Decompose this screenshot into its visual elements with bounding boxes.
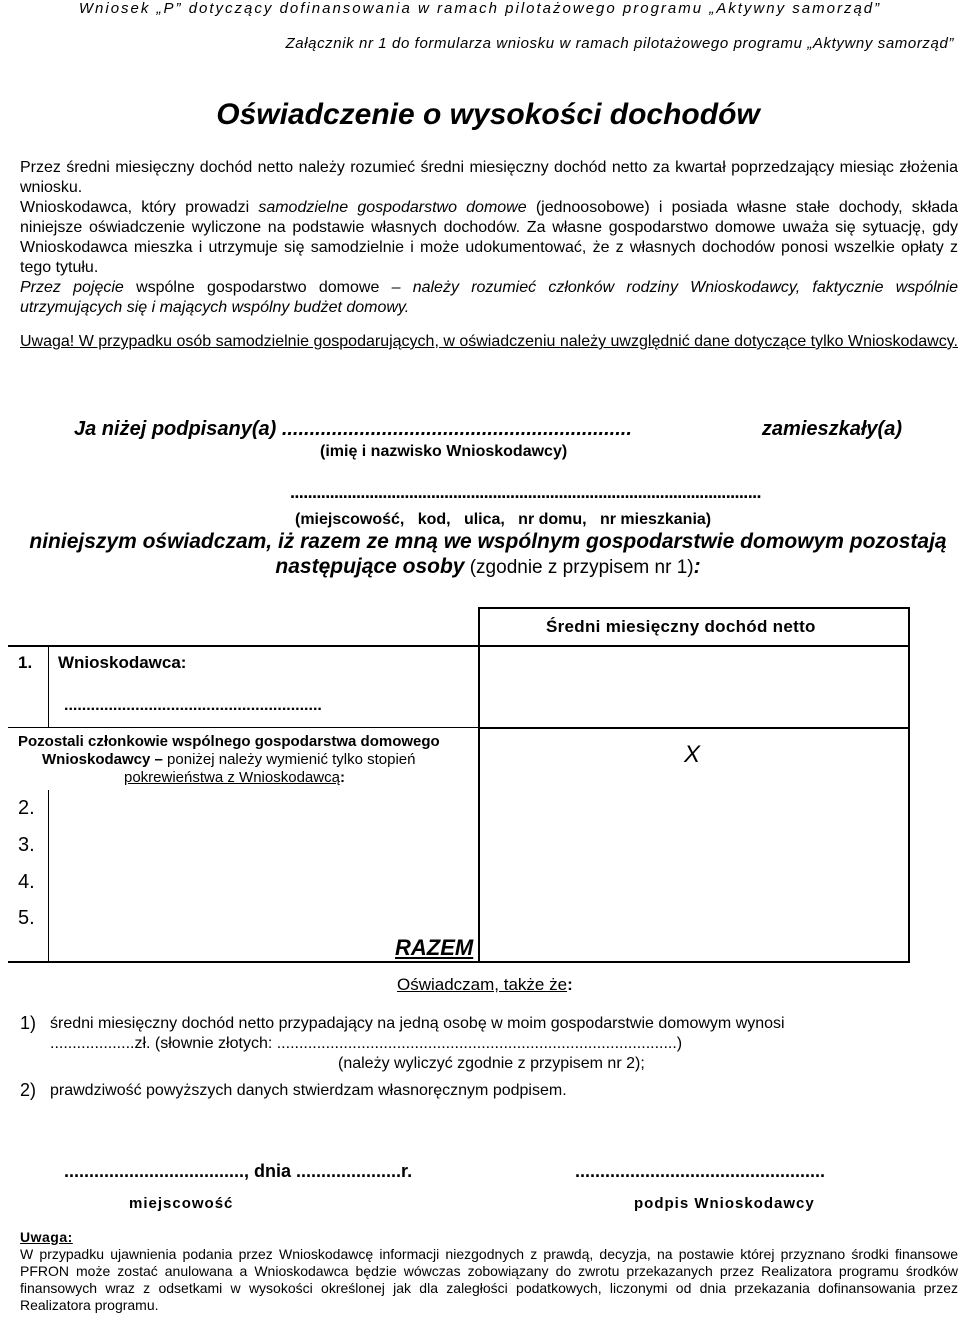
row-5-number: 5. (18, 907, 35, 929)
form-header: Wniosek „P” dotyczący dofinansowania w ramach pilotażowego programu „Aktywny samorząd” (78, 0, 882, 17)
attachment-header: Załącznik nr 1 do formularza wniosku w ramach pilotażowego programu „Aktywny samorząd” (285, 35, 954, 52)
others-kinship-note: pokrewieństwa z Wnioskodawcą: (124, 769, 345, 786)
table-header-border (8, 645, 910, 647)
signature-caption: podpis Wnioskodawcy (634, 1195, 815, 1212)
statement-1-amount: ...................zł. (słownie złotych: ..........................................................................................) (50, 1035, 683, 1052)
address-caption: (miejscowość, kod, ulica, nr domu, nr mieszkania) (295, 511, 712, 528)
row-1-number: 1. (18, 653, 33, 672)
others-heading: Pozostali członkowie wspólnego gospodarstwa domowego (18, 733, 440, 750)
statement-1-number: 1) (20, 1013, 37, 1033)
row-2-number: 2. (18, 797, 35, 819)
not-applicable-mark: X (684, 741, 701, 768)
statement-1-note: (należy wyliczyć zgodnie z przypisem nr 2); (338, 1055, 645, 1072)
row1-divider (8, 727, 478, 728)
place-date-line: ...................................., dnia .....................r. (64, 1161, 413, 1181)
page-title: Oświadczenie o wysokości dochodów (216, 98, 760, 131)
table-top-border (478, 607, 910, 609)
intro-note: Uwaga! W przypadku osób samodzielnie gospodarujących, w oświadczeniu należy uwzględnić dane dotyczące tylko Wnioskodawcy. (20, 333, 958, 350)
rows-num-divider (48, 790, 49, 962)
total-label: RAZEM (395, 935, 474, 960)
table-bottom-border (8, 961, 910, 963)
row1-divider-right (478, 727, 910, 729)
place-caption: miejscowość (129, 1195, 234, 1212)
statement-1-text: średni miesięczny dochód netto przypadający na jedną osobę w moim gospodarstwie domowym wynosi (50, 1015, 785, 1032)
declarant-name-line: Ja niżej podpisany(a) ............................................................... (74, 418, 632, 440)
address-line: ........................................................................................................... (290, 482, 761, 502)
footer-heading: Uwaga: (20, 1229, 73, 1245)
resident-label: zamieszkały(a) (761, 418, 902, 440)
row-1-name-field: .......................................................... (64, 697, 322, 714)
table-left-border (478, 607, 480, 963)
signature-line: .................................................. (575, 1161, 826, 1181)
statement-line-1: niniejszym oświadczam, iż razem ze mną we wspólnym gospodarstwie domowym pozostają (29, 530, 947, 553)
table-right-border (908, 607, 910, 963)
row-4-number: 4. (18, 871, 35, 893)
statement-2-number: 2) (20, 1080, 37, 1100)
intro-paragraph-1: Przez średni miesięczny dochód netto należy rozumieć średni miesięczny dochód netto za kwartał poprzedzający miesiąc złożenia wniosku. (20, 159, 958, 196)
row1-num-divider (48, 645, 49, 728)
statements-heading: Oświadczam, także że: (397, 975, 573, 994)
row-3-number: 3. (18, 834, 35, 856)
row-1-label: Wnioskodawca: (58, 653, 187, 672)
name-caption: (imię i nazwisko Wnioskodawcy) (320, 443, 568, 460)
intro-paragraph-3: Przez pojęcie wspólne gospodarstwo domowe – należy rozumieć członków rodziny Wnioskodawcy, faktycznie wspólnie utrzymujących się i mających wspólny budżet domowy. (20, 279, 959, 316)
income-column-header: Średni miesięczny dochód netto (546, 617, 816, 636)
others-instructions: Wnioskodawcy – poniżej należy wymienić tylko stopień (42, 751, 416, 768)
intro-text (20, 158, 958, 318)
intro-paragraph-2: Wnioskodawca, który prowadzi samodzielne gospodarstwo domowe (jednoosobowe) i posiada własne stałe dochody, składa niniejsze oświadczenie wyliczone na podstawie własnych dochodów. Za własne gospodarstwo domowe uważa się sytuację, gdy Wnioskodawca mieszka i utrzymuje się samodzielnie i może udokumentować, że z własnych dochodów ponosi wszelkie opłaty z tego tytułu. (20, 199, 959, 276)
footer-text: W przypadku ujawnienia podania przez Wnioskodawcę informacji niezgodnych z prawdą, decyzja, na postawie której przyznano środki finansowe PFRON może zostać anulowana a Wnioskodawca będzie wówczas zobowiązany do zwrotu przekazanych przez Realizatora programu środków finansowych wraz z odsetkami w wysokości określonej jak dla zaległości podatkowych, liczonymi od dnia przekazania dofinansowania przez Realizatora programu. (20, 1246, 958, 1313)
statement-line-2: następujące osoby (zgodnie z przypisem nr 1): (275, 555, 701, 578)
statement-2-text: prawdziwość powyższych danych stwierdzam własnoręcznym podpisem. (50, 1082, 567, 1099)
